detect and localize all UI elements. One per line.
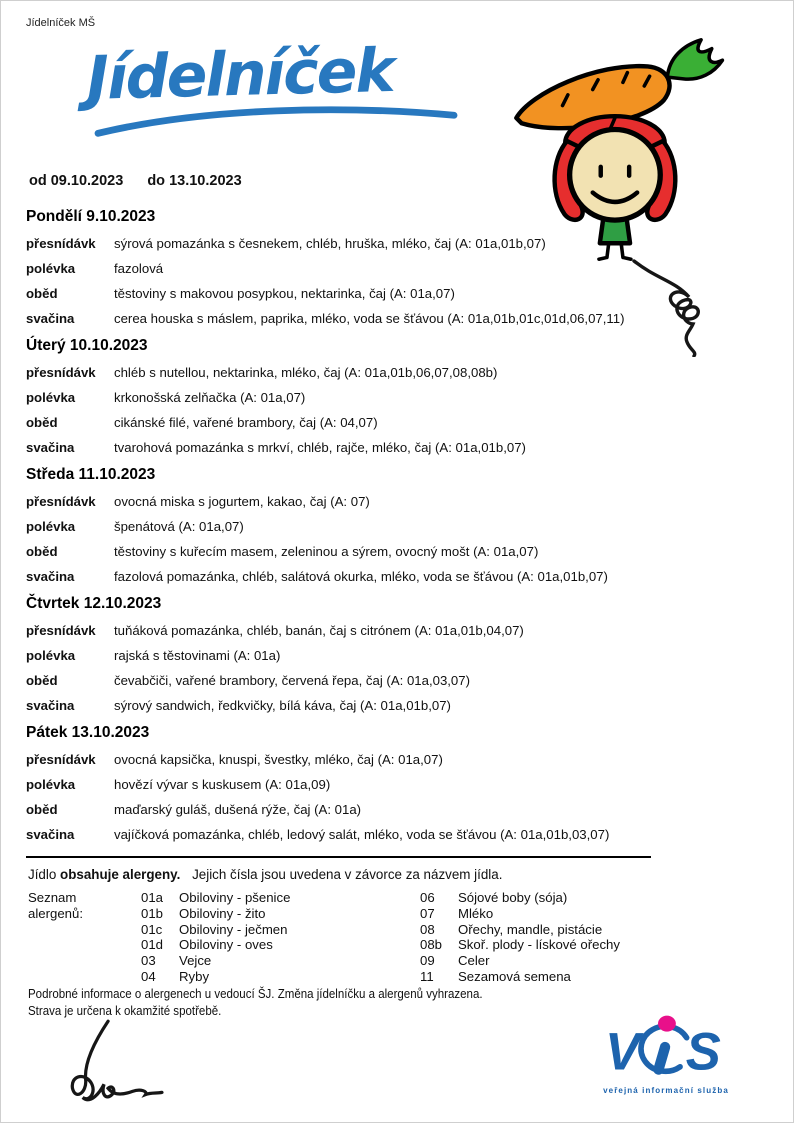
meal-row	[26, 797, 674, 822]
allergen-name: Obiloviny - oves	[179, 937, 273, 953]
allergen-code: 01a	[141, 890, 164, 905]
allergen-code: 03	[141, 953, 156, 969]
meal-label: polévka	[26, 390, 76, 405]
meal-text: sýrový sandwich, ředkvičky, bílá káva, čaj (A: 01a,01b,07)	[114, 698, 451, 713]
allergen-name: Sójové boby (sója)	[458, 890, 568, 905]
meal-row	[26, 385, 674, 410]
meal-row	[26, 564, 674, 589]
meal-label: oběd	[26, 286, 58, 301]
day-section	[26, 594, 674, 718]
allergen-intro	[28, 867, 502, 882]
allergen-column-right	[420, 890, 690, 985]
allergen-code: 07	[420, 905, 435, 921]
footer-note-line2: Strava je určena k okamžité spotřebě.	[28, 1002, 222, 1018]
meal-text: fazolová pomazánka, chléb, salátová okurka, mléko, voda se šťávou (A: 01a,01b,07)	[114, 569, 608, 584]
meal-text: špenátová (A: 01a,07)	[114, 519, 244, 534]
allergen-name: Obiloviny - pšenice	[179, 890, 291, 905]
allergen-code: 09	[420, 953, 435, 969]
meal-text: fazolová	[114, 261, 164, 276]
carrot-leaves	[667, 40, 722, 79]
meal-row	[26, 489, 674, 514]
meal-text: chléb s nutellou, nektarinka, mléko, čaj (A: 01a,01b,06,07,08,08b)	[114, 365, 498, 380]
day-title: Úterý 10.10.2023	[26, 337, 148, 354]
meal-row	[26, 231, 674, 256]
day-title: Čtvrtek 12.10.2023	[26, 595, 162, 612]
meal-label: oběd	[26, 544, 58, 559]
allergen-row	[141, 922, 411, 938]
meal-text: hovězí vývar s kuskusem (A: 01a,09)	[114, 777, 331, 792]
allergen-row	[420, 906, 690, 922]
allergen-code: 06	[420, 890, 435, 905]
meal-row	[26, 772, 674, 797]
meal-label: svačina	[26, 569, 75, 584]
svg-text:S: S	[685, 1022, 721, 1082]
allergen-row	[420, 953, 690, 969]
logo-text: Jídelníček	[85, 35, 395, 114]
meal-text: krkonošská zelňačka (A: 01a,07)	[114, 390, 306, 405]
meal-row	[26, 539, 674, 564]
allergen-row	[141, 937, 411, 953]
vis-logo	[601, 1013, 731, 1095]
day-section	[26, 207, 674, 331]
footer-note-line1: Podrobné informace o alergenech u vedoucí ŠJ. Změna jídelníčku a alergenů vyhrazena.	[28, 986, 483, 1001]
meal-label: přesnídávk	[26, 236, 96, 251]
meal-row	[26, 360, 674, 385]
allergen-intro-rest: Jejich čísla jsou uvedena v závorce za názvem jídla.	[192, 867, 503, 882]
meal-text: cikánské filé, vařené brambory, čaj (A: 04,07)	[114, 415, 378, 430]
vis-tagline: veřejná informační služba	[603, 1086, 729, 1095]
meal-text: vajíčková pomazánka, chléb, ledový salát, mléko, voda se šťávou (A: 01a,01b,03,07)	[114, 827, 610, 842]
allergen-row	[141, 890, 411, 906]
meal-text: sýrová pomazánka s česnekem, chléb, hruška, mléko, čaj (A: 01a,01b,07)	[114, 236, 546, 251]
allergen-row	[141, 906, 411, 922]
day-title: Středa 11.10.2023	[26, 466, 156, 483]
meal-label: oběd	[26, 415, 58, 430]
allergen-name: Sezamová semena	[458, 968, 571, 984]
corner-label: Jídelníček MŠ	[26, 17, 96, 29]
day-section	[26, 465, 674, 589]
meal-label: polévka	[26, 261, 76, 276]
meal-row	[26, 281, 674, 306]
allergen-name: Ořechy, mandle, pistácie	[458, 921, 603, 937]
meal-text: tuňáková pomazánka, chléb, banán, čaj s citrónem (A: 01a,01b,04,07)	[114, 623, 524, 638]
allergen-name: Obiloviny - ječmen	[179, 921, 288, 937]
svg-text:V: V	[605, 1022, 641, 1082]
meal-text: maďarský guláš, dušená rýže, čaj (A: 01a)	[114, 802, 362, 817]
meal-label: polévka	[26, 777, 76, 792]
day-section	[26, 336, 674, 460]
meal-text: tvarohová pomazánka s mrkví, chléb, rajče, mléko, čaj (A: 01a,01b,07)	[114, 440, 526, 455]
meal-label: polévka	[26, 648, 76, 663]
meal-row	[26, 668, 674, 693]
allergen-name: Mléko	[458, 905, 494, 921]
meal-label: svačina	[26, 698, 75, 713]
vis-logo-mark	[605, 1013, 727, 1083]
meal-text: těstoviny s kuřecím masem, zeleninou a sýrem, ovocný mošt (A: 01a,07)	[114, 544, 539, 559]
date-range	[29, 173, 242, 189]
handwritten-signature-left	[43, 1019, 165, 1117]
allergen-name: Vejce	[179, 953, 212, 969]
allergen-row	[420, 937, 690, 953]
meal-row	[26, 643, 674, 668]
allergen-code: 01b	[141, 905, 164, 921]
meal-row	[26, 822, 674, 847]
day-section	[26, 723, 674, 847]
allergen-column-left	[141, 890, 411, 985]
meal-label: oběd	[26, 673, 58, 688]
allergen-list-label: Seznam alergenů:	[28, 890, 83, 921]
meal-row	[26, 514, 674, 539]
menu-list	[26, 207, 674, 852]
day-title: Pondělí 9.10.2023	[26, 208, 156, 225]
meal-text: ovocná miska s jogurtem, kakao, čaj (A: 07)	[114, 494, 370, 509]
meal-row	[26, 410, 674, 435]
meal-label: přesnídávk	[26, 494, 96, 509]
date-from: od 09.10.2023	[29, 173, 124, 189]
meal-text: ovocná kapsička, knuspi, švestky, mléko, čaj (A: 01a,07)	[114, 752, 443, 767]
meal-label: svačina	[26, 440, 75, 455]
meal-row	[26, 618, 674, 643]
allergen-row	[420, 969, 690, 985]
allergen-code: 08	[420, 921, 435, 937]
meal-text: těstoviny s makovou posypkou, nektarinka, čaj (A: 01a,07)	[114, 286, 455, 301]
allergen-row	[420, 890, 690, 906]
meal-label: přesnídávk	[26, 623, 96, 638]
meal-label: přesnídávk	[26, 752, 96, 767]
meal-label: svačina	[26, 827, 75, 842]
allergen-row	[141, 953, 411, 969]
meal-text: cerea houska s máslem, paprika, mléko, voda se šťávou (A: 01a,01b,01c,01d,06,07,11)	[114, 311, 625, 326]
divider-rule	[26, 856, 651, 858]
allergen-code: 01d	[141, 937, 164, 953]
meal-row	[26, 435, 674, 460]
meal-label: oběd	[26, 802, 58, 817]
date-to: do 13.10.2023	[147, 173, 242, 189]
allergen-code: 11	[420, 968, 434, 984]
allergen-name: Skoř. plody - lískové ořechy	[458, 937, 620, 953]
allergen-name: Celer	[458, 953, 490, 969]
allergen-intro-prefix: Jídlo	[28, 867, 57, 882]
footer-notes	[28, 986, 483, 1019]
meal-text: rajská s těstovinami (A: 01a)	[114, 648, 281, 663]
meal-row	[26, 256, 674, 281]
meal-label: polévka	[26, 519, 76, 534]
meal-text: čevabčiči, vařené brambory, červená řepa, čaj (A: 01a,03,07)	[114, 673, 470, 688]
allergen-row	[420, 922, 690, 938]
logo	[86, 30, 460, 140]
meal-row	[26, 306, 674, 331]
meal-label: svačina	[26, 311, 75, 326]
allergen-code: 04	[141, 968, 156, 984]
allergen-name: Obiloviny - žito	[179, 905, 266, 921]
meal-label: přesnídávk	[26, 365, 96, 380]
meal-row	[26, 747, 674, 772]
meal-row	[26, 693, 674, 718]
day-title: Pátek 13.10.2023	[26, 724, 150, 741]
allergen-row	[141, 969, 411, 985]
allergen-code: 01c	[141, 921, 163, 937]
allergen-code: 08b	[420, 937, 443, 953]
allergen-name: Ryby	[179, 968, 210, 984]
allergen-intro-bold: obsahuje alergeny.	[60, 867, 181, 882]
